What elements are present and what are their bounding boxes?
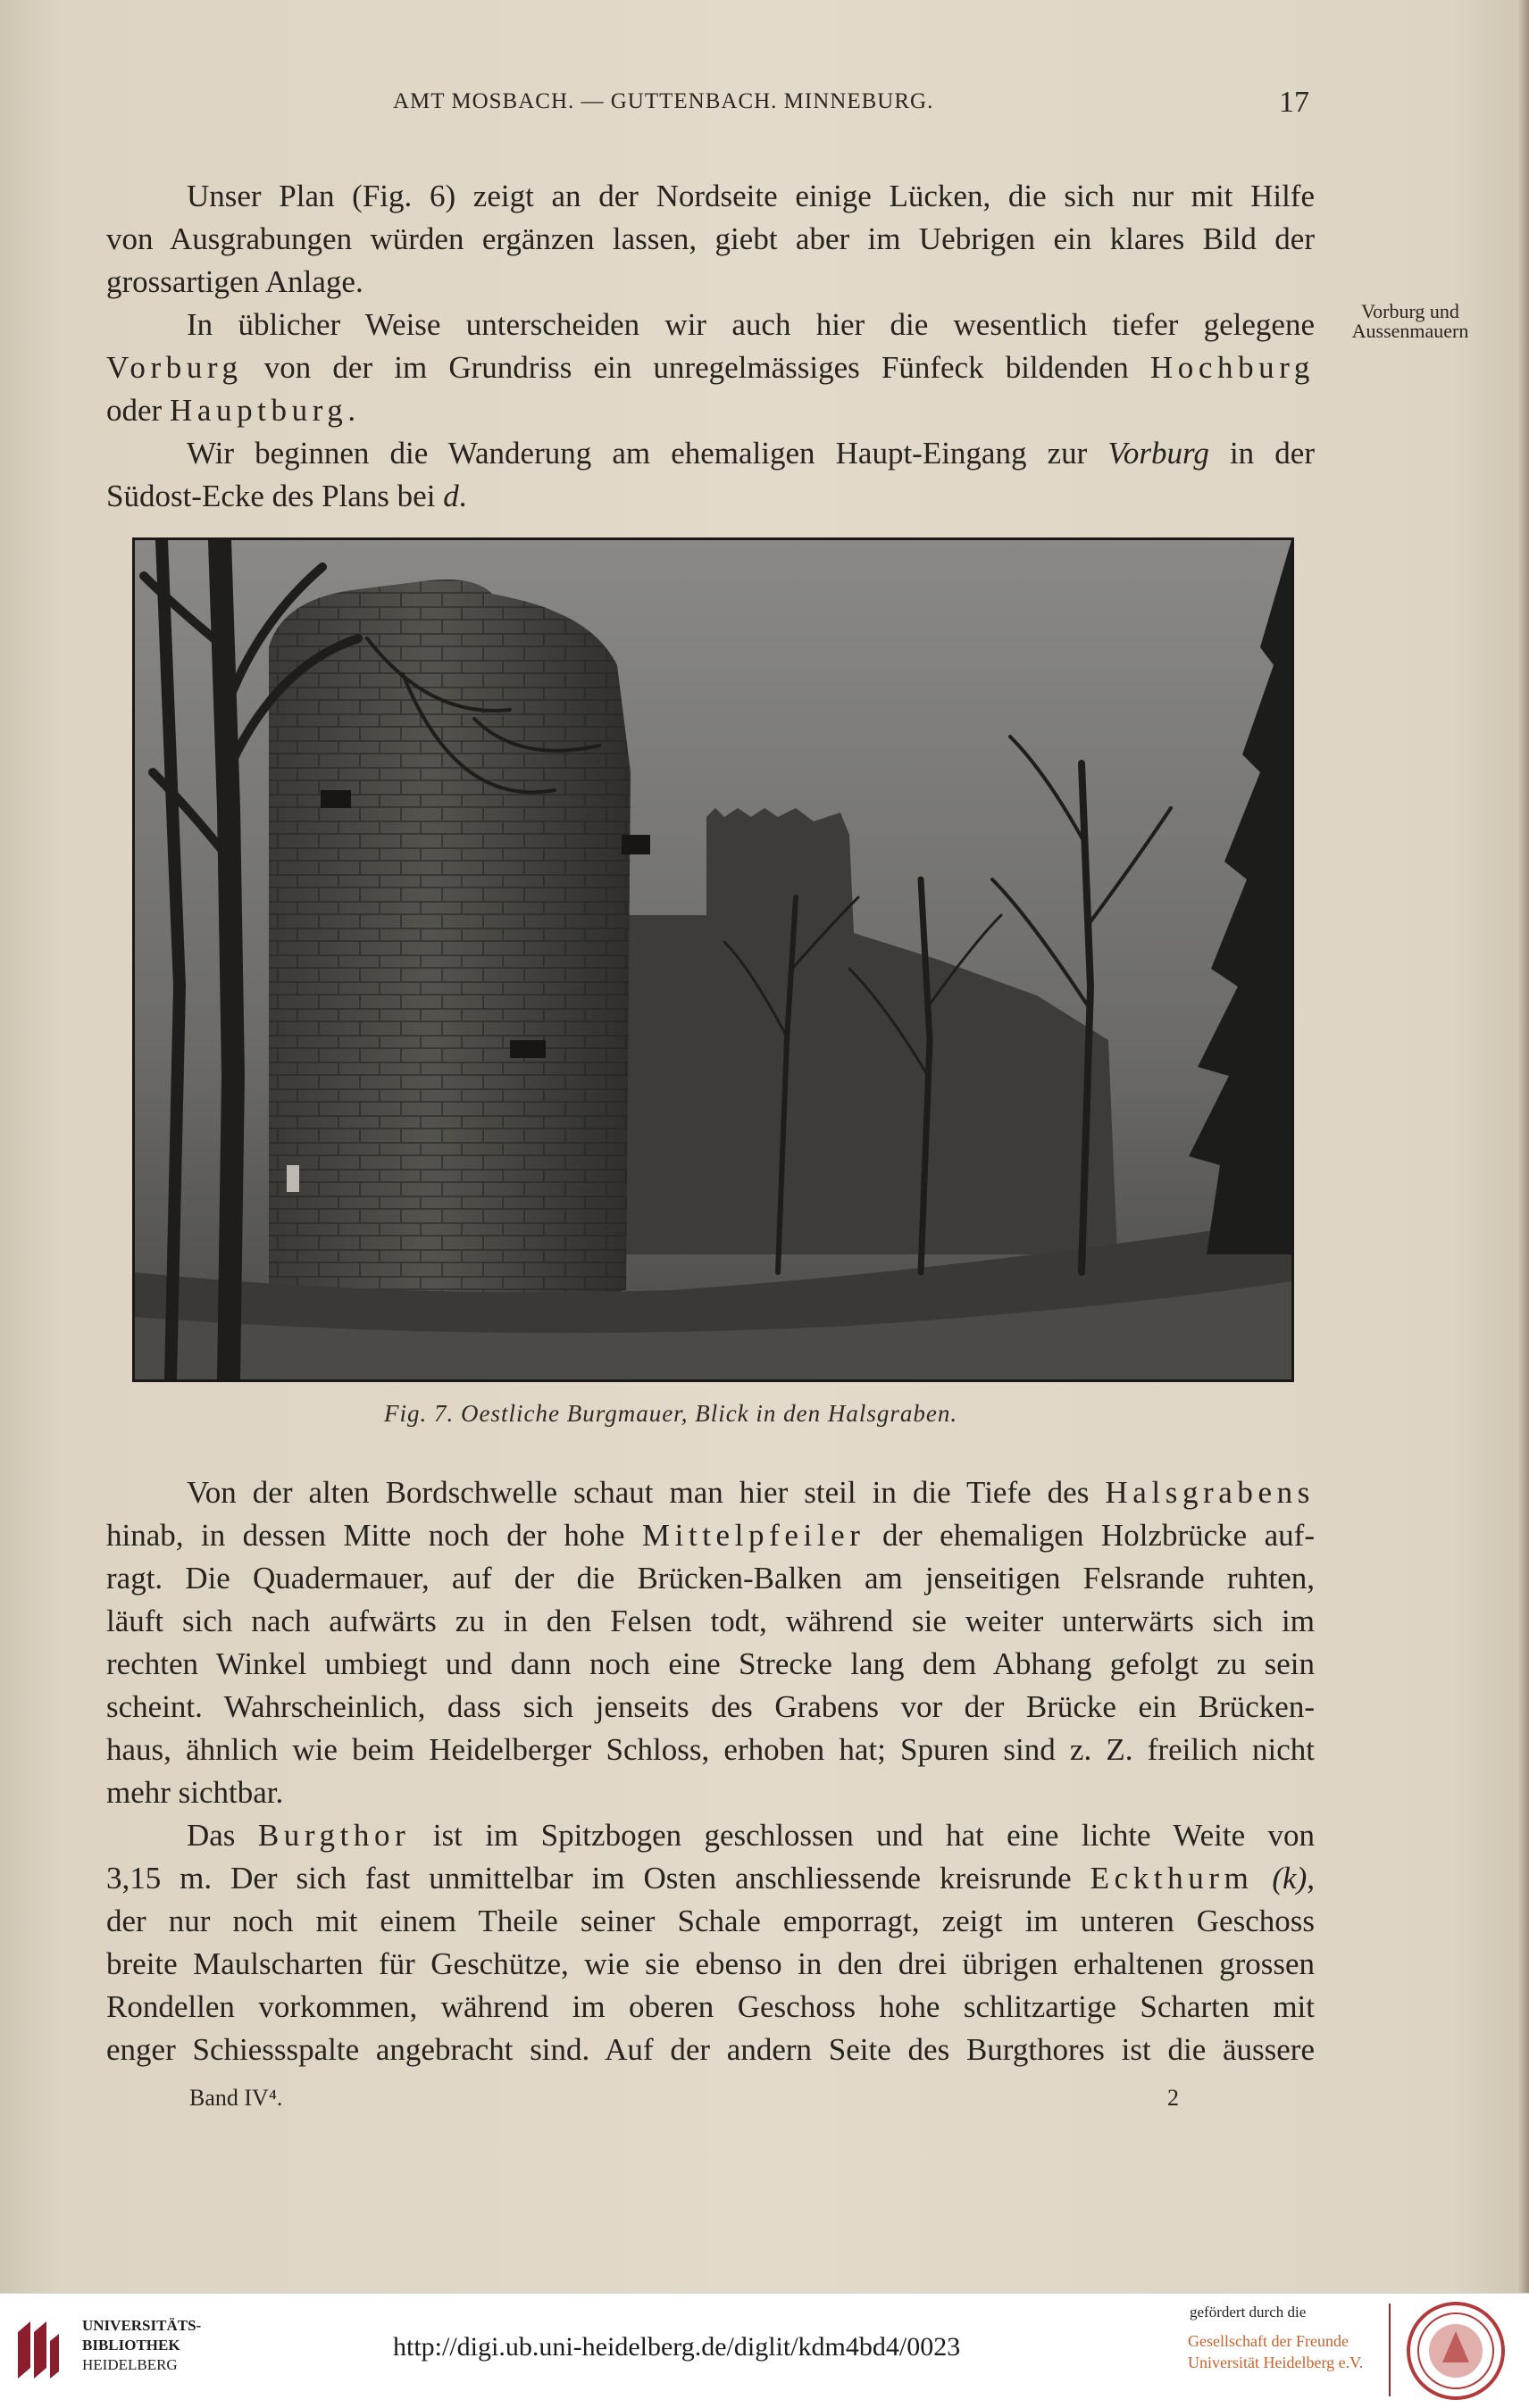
spaced-term: Hauptburg	[169, 393, 348, 428]
italic-term: (k),	[1253, 1861, 1315, 1896]
text-line	[106, 1857, 1315, 1900]
university-seal-icon	[1402, 2300, 1509, 2402]
library-line: UNIVERSITÄTS-	[82, 2317, 202, 2334]
library-line: HEIDELBERG	[82, 2356, 178, 2373]
text-run: oder	[106, 393, 170, 428]
margin-note-line: Aussenmauern	[1351, 320, 1469, 342]
text-line: rechten Winkel umbiegt und dann noch eine Strecke lang dem Abhang gefolgt zu sein	[106, 1646, 1315, 1681]
permalink-url[interactable]: http://digi.ub.uni-heidelberg.de/diglit/kdm4bd4/0023	[393, 2332, 961, 2362]
spaced-term: Halsgrabens	[1105, 1475, 1315, 1510]
text-run: von der im Grundriss ein unregelmässiges Fünfeck bildenden	[242, 350, 1150, 385]
text-line: läuft sich nach aufwärts zu in den Felsen todt, während sie weiter unterwärts sich im	[106, 1604, 1315, 1638]
paragraph-1	[106, 175, 1315, 304]
spaced-term: Eckthurm	[1090, 1861, 1254, 1896]
running-head: AMT MOSBACH. — GUTTENBACH. MINNEBURG.	[393, 89, 934, 113]
spaced-term: Hochburg	[1149, 350, 1315, 385]
ub-heidelberg-logo-icon[interactable]	[11, 2314, 64, 2386]
text-run: ist im Spitzbogen geschlossen und hat eine lichte Weite von	[410, 1818, 1315, 1853]
text-line	[106, 475, 1315, 518]
text-line: von Ausgrabungen würden ergänzen lassen, giebt aber im Uebrigen ein klares Bild der	[106, 221, 1315, 256]
text-run: .	[347, 393, 356, 428]
text-run: Wir beginnen die Wanderung am ehemaligen Haupt-Eingang zur	[187, 436, 1108, 471]
paragraph-5	[106, 1814, 1315, 2071]
text-run: in der	[1208, 436, 1315, 471]
sponsor-name[interactable]	[1188, 2330, 1363, 2373]
margin-note	[1334, 302, 1486, 341]
page-number: 17	[1279, 86, 1309, 119]
library-name	[82, 2316, 201, 2375]
text-run: 3,15 m. Der sich fast unmittelbar im Osten anschliessende kreisrunde	[106, 1861, 1090, 1896]
text-line: breite Maulscharten für Geschütze, wie sie ebenso in den drei übrigen erhaltenen grossen	[106, 1946, 1315, 1981]
sponsor-line: Universität Heidelberg e.V.	[1188, 2354, 1364, 2371]
figure-photograph	[132, 537, 1294, 1382]
margin-note-line: Vorburg und	[1361, 300, 1459, 322]
text-line: In üblicher Weise unterscheiden wir auch hier die wesentlich tiefer gelegene	[187, 307, 1315, 342]
text-line	[106, 1471, 1315, 1514]
divider	[1389, 2304, 1391, 2396]
text-run: Südost-Ecke des Plans bei	[106, 479, 444, 513]
text-run: Das	[187, 1818, 258, 1853]
page-edge-shadow	[1516, 0, 1529, 2293]
text-line: haus, ähnlich wie beim Heidelberger Schloss, erhoben hat; Spuren sind z. Z. freilich nicht	[106, 1732, 1315, 1767]
library-line: BIBLIOTHEK	[82, 2337, 180, 2354]
text-line	[106, 1514, 1315, 1557]
text-line: Rondellen vorkommen, während im oberen Geschoss hohe schlitzartige Scharten mit	[106, 1989, 1315, 2024]
spaced-term: Burgthor	[257, 1818, 411, 1853]
volume-footer: Band IV⁴.	[189, 2085, 283, 2111]
sponsor-label: gefördert durch die	[1190, 2304, 1307, 2321]
paragraph-3	[106, 432, 1315, 518]
italic-term: Vorburg	[1107, 436, 1209, 471]
paragraph-4	[106, 1471, 1315, 1814]
text-line	[106, 346, 1315, 389]
sponsor-line: Gesellschaft der Freunde	[1188, 2332, 1349, 2350]
figure-caption: Fig. 7. Oestliche Burgmauer, Blick in den Halsgraben.	[384, 1400, 958, 1427]
text-line	[106, 432, 1315, 475]
text-line	[106, 389, 1315, 432]
text-line	[106, 1814, 1315, 1857]
signature-mark: 2	[1167, 2085, 1179, 2111]
spaced-term: Vorburg	[106, 350, 243, 385]
text-line: mehr sichtbar.	[106, 1775, 284, 1810]
text-run: der ehemaligen Holzbrücke auf-	[865, 1518, 1315, 1553]
text-line: scheint. Wahrscheinlich, dass sich jenseits des Grabens vor der Brücke ein Brücken-	[106, 1689, 1315, 1724]
text-run: Von der alten Bordschwelle schaut man hier steil in die Tiefe des	[187, 1475, 1106, 1510]
text-line: Unser Plan (Fig. 6) zeigt an der Nordseite einige Lücken, die sich nur mit Hilfe	[187, 179, 1315, 213]
text-run: .	[458, 479, 467, 513]
text-line: enger Schiessspalte angebracht sind. Auf der andern Seite des Burgthores ist die äussere	[106, 2032, 1315, 2067]
text-line: grossartigen Anlage.	[106, 264, 363, 299]
text-run: hinab, in dessen Mitte noch der hohe	[106, 1518, 642, 1553]
italic-term: d	[443, 479, 459, 513]
text-line: der nur noch mit einem Theile seiner Schale emporragt, zeigt im unteren Geschoss	[106, 1904, 1315, 1938]
text-line: ragt. Die Quadermauer, auf der die Brücken-Balken am jenseitigen Felsrande ruhten,	[106, 1561, 1315, 1596]
paragraph-2	[106, 304, 1315, 432]
spaced-term: Mittelpfeiler	[641, 1518, 865, 1553]
castle-ruin-photo	[135, 540, 1291, 1379]
